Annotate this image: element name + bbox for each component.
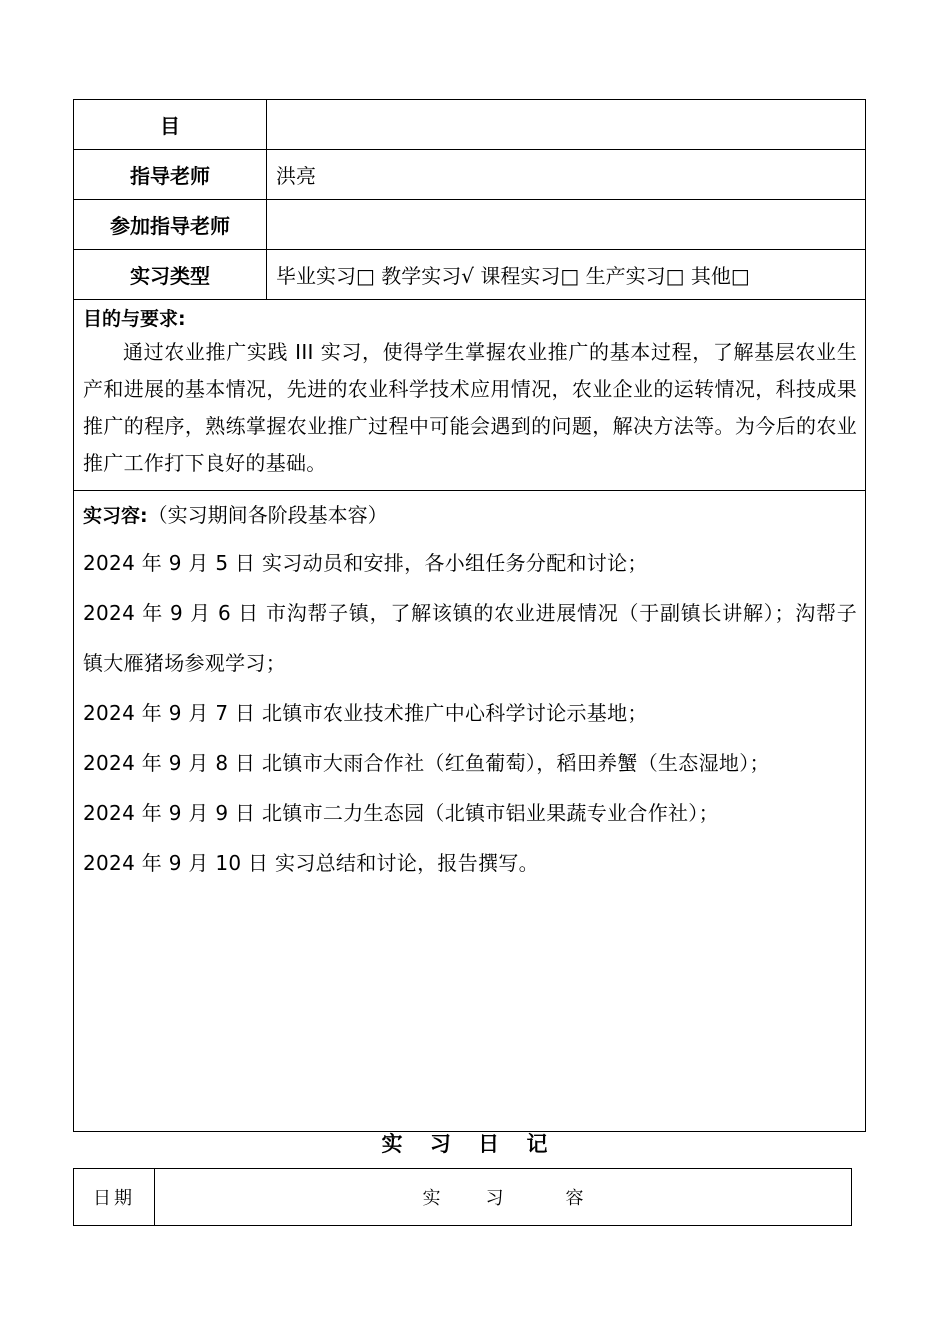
- purpose-heading: 目的与要求:: [83, 308, 186, 330]
- schedule-entry: 2024 年 9 月 10 日 实习总结和讨论，报告撰写。: [83, 851, 539, 875]
- schedule-entry: 2024 年 9 月 5 日 实习动员和安排，各小组任务分配和讨论；: [83, 551, 648, 575]
- info-label: 实习类型: [74, 250, 267, 300]
- diary-content-char: 容: [565, 1188, 584, 1209]
- schedule-entry: 2024 年 9 月 7 日 北镇市农业技术推广中心科学讨论示基地；: [83, 701, 648, 725]
- info-label: 参加指导老师: [74, 200, 267, 250]
- diary-content-header: [155, 1169, 852, 1226]
- diary-table: [73, 1168, 852, 1226]
- schedule-entry: 2024 年 9 月 9 日 北镇市二力生态园（北镇市铝业果蔬专业合作社）；: [83, 801, 719, 825]
- schedule-entry: 2024 年 9 月 8 日 北镇市大雨合作社（红鱼葡萄），稻田养蟹（生态湿地）；: [83, 751, 770, 775]
- info-row-co-advisor: [74, 200, 866, 250]
- info-row-advisor: [74, 150, 866, 200]
- content-cell: [74, 491, 866, 1132]
- info-value: [267, 100, 866, 150]
- purpose-cell: [74, 300, 866, 491]
- info-label: 指导老师: [74, 150, 267, 200]
- content-header: [83, 501, 857, 530]
- info-row-type: [74, 250, 866, 300]
- info-row-subject: [74, 100, 866, 150]
- purpose-row: [74, 300, 866, 491]
- info-label: 目: [74, 100, 267, 150]
- content-row: [74, 491, 866, 1132]
- info-value: [267, 200, 866, 250]
- diary-content-char: 习: [485, 1188, 504, 1209]
- info-value: 洪亮: [267, 150, 866, 200]
- content-heading: 实习容:: [83, 505, 148, 527]
- purpose-text: 通过农业推广实践 III 实习，使得学生掌握农业推广的基本过程，了解基层农业生产和进展的基本情况，先进的农业科学技术应用情况，农业企业的运转情况，科技成果推广的程序，熟练掌握农业推广过程中可能会遇到的问题，解决方法等。为今后的农业推广工作打下良好的基础。: [83, 340, 857, 475]
- diary-content-char: 实: [422, 1188, 441, 1209]
- diary-date-header: 日期: [74, 1169, 155, 1226]
- internship-info-table: [73, 99, 866, 1132]
- info-value: 毕业实习□ 教学实习√ 课程实习□ 生产实习□ 其他□: [267, 250, 866, 300]
- schedule-entry: 2024 年 9 月 6 日 市沟帮子镇，了解该镇的农业进展情况（于副镇长讲解）；沟帮子镇大雁猪场参观学习；: [83, 601, 857, 675]
- diary-title: 实 习 日 记: [381, 1132, 558, 1156]
- diary-header-row: [74, 1169, 852, 1226]
- content-subheading: （实习期间各阶段基本容）: [147, 503, 388, 527]
